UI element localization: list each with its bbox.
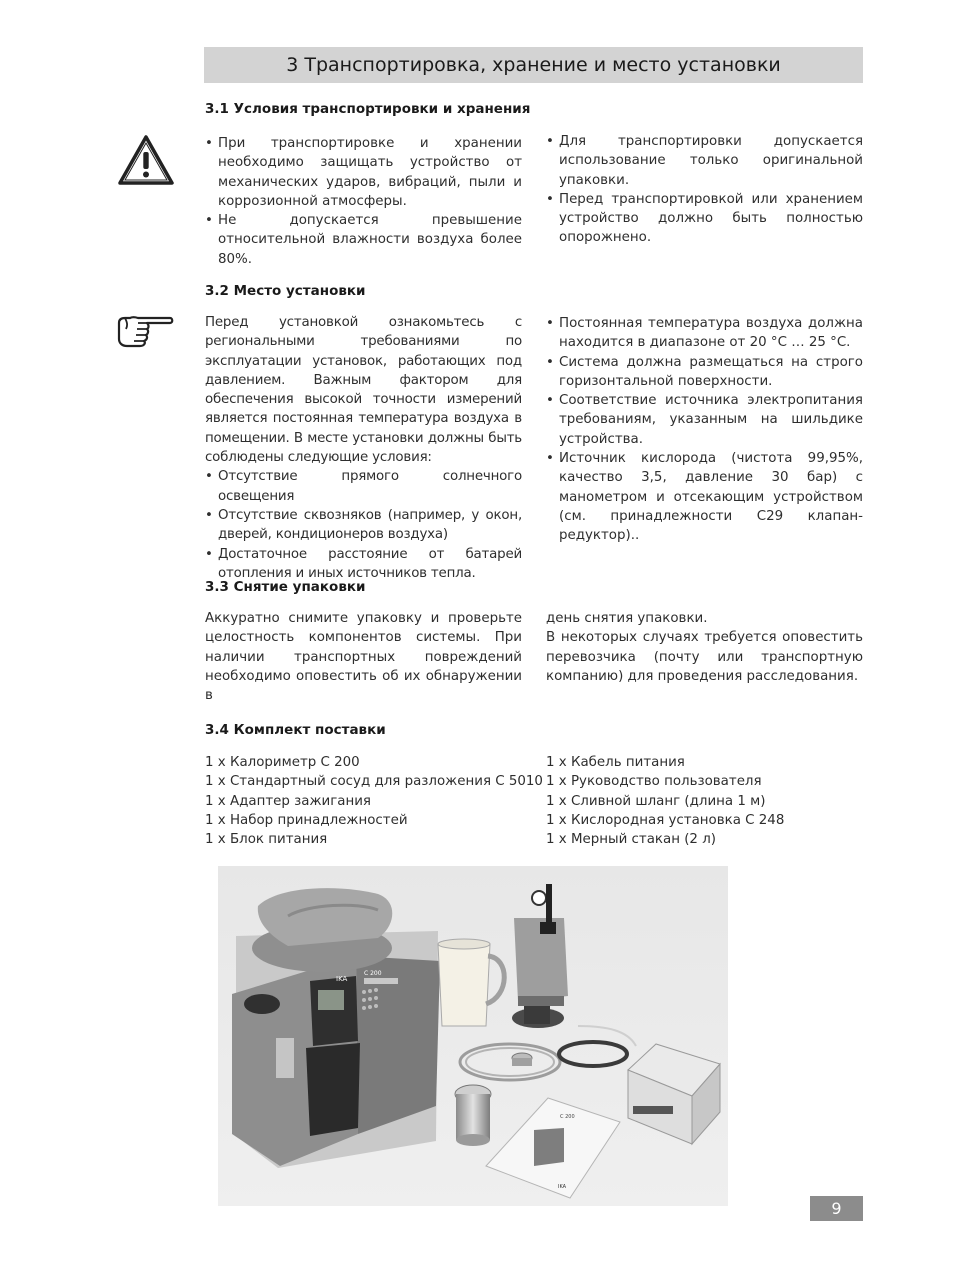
- manual-model-label: C 200: [560, 1114, 575, 1120]
- list-item: 1 x Мерный стакан (2 л): [546, 832, 716, 848]
- delivery-contents-photo: [218, 866, 728, 1206]
- list-item: 1 x Кислородная установка C 248: [546, 812, 785, 828]
- list-item: 1 x Набор принадлежностей: [205, 812, 408, 828]
- warning-triangle-icon: [117, 134, 175, 186]
- device-model-label: C 200: [364, 970, 382, 977]
- manual-brand-label: IKA: [558, 1184, 567, 1190]
- list-item: • Отсутствие прямого солнечного освещения: [205, 467, 522, 506]
- chapter-title: 3 Транспортировка, хранение и место установки: [286, 54, 781, 76]
- section-3-2-heading: 3.2 Место установки: [205, 283, 366, 299]
- list-item: • Постоянная температура воздуха должна находится в диапазоне от 20 °C … 25 °C.: [546, 314, 863, 353]
- list-item: 1 x Кабель питания: [546, 755, 685, 770]
- section-3-4-heading: 3.4 Комплект поставки: [205, 722, 386, 738]
- list-item: • Не допускается превышение относительной влажности воздуха более 80%.: [205, 211, 522, 269]
- section-3-3-right: [546, 609, 863, 686]
- section-3-3-heading: 3.3 Снятие упаковки: [205, 579, 366, 595]
- section-3-2-intro: Перед установкой ознакомьтесь с региональными требованиями по эксплуатации установок, работающих под давлением. Важным фактором для обеспечения высокой точности измерений является постоянная температура воздуха в помещении. В месте установки должны быть соблюдены следующие условия:: [205, 315, 522, 466]
- paragraph: день снятия упаковки.: [546, 611, 708, 626]
- list-item: 1 x Руководство пользователя: [546, 774, 762, 790]
- device-brand-label: IKA: [336, 975, 348, 983]
- section-3-1-right: [546, 132, 863, 248]
- section-3-1-left: [205, 134, 522, 269]
- list-item: 1 x Калориметр C 200: [205, 755, 360, 770]
- section-3-2-right: [546, 314, 863, 546]
- list-item: 1 x Сливной шланг (длина 1 м): [546, 793, 766, 809]
- list-item: 1 x Стандартный сосуд для разложения C 5010: [205, 774, 543, 790]
- paragraph: Аккуратно снимите упаковку и проверьте целостность компонентов системы. При наличии транспортных повреждений необходимо оповестить об их обнаружении в: [205, 611, 522, 704]
- delivery-list-left: [205, 753, 543, 849]
- list-item: 1 x Адаптер зажигания: [205, 793, 371, 809]
- page-number: 9: [810, 1196, 863, 1221]
- list-item: • Перед транспортировкой или хранением устройство должно быть полностью опорожнено.: [546, 190, 863, 248]
- paragraph: В некоторых случаях требуется оповестить перевозчика (почту или транспортную компанию) для проведения расследования.: [546, 630, 863, 684]
- list-item: • Соответствие источника электропитания требованиям, указанным на шильдике устройства.: [546, 391, 863, 449]
- list-item: • Отсутствие сквозняков (например, у окон, дверей, кондиционеров воздуха): [205, 506, 522, 545]
- chapter-title-bar: [204, 47, 863, 83]
- delivery-list-right: [546, 753, 863, 849]
- list-item: • Для транспортировки допускается использование только оригинальной упаковки.: [546, 132, 863, 190]
- pointing-hand-icon: [116, 314, 174, 348]
- list-item: • Достаточное расстояние от батарей отопления и иных источников тепла.: [205, 545, 522, 584]
- list-item: • Источник кислорода (чистота 99,95%, качество 3,5, давление 30 бар) с манометром и отсекающим устройством (см. принадлежности C29 клапан-редуктор)..: [546, 449, 863, 545]
- section-3-1-heading: 3.1 Условия транспортировки и хранения: [205, 101, 531, 117]
- list-item: • Система должна размещаться на строго горизонтальной поверхности.: [546, 353, 863, 392]
- section-3-2-left: [205, 313, 522, 583]
- list-item: 1 x Блок питания: [205, 832, 328, 848]
- section-3-3-left: [205, 609, 522, 705]
- list-item: • При транспортировке и хранении необходимо защищать устройство от механических ударов, вибраций, пыли и коррозионной атмосферы.: [205, 134, 522, 211]
